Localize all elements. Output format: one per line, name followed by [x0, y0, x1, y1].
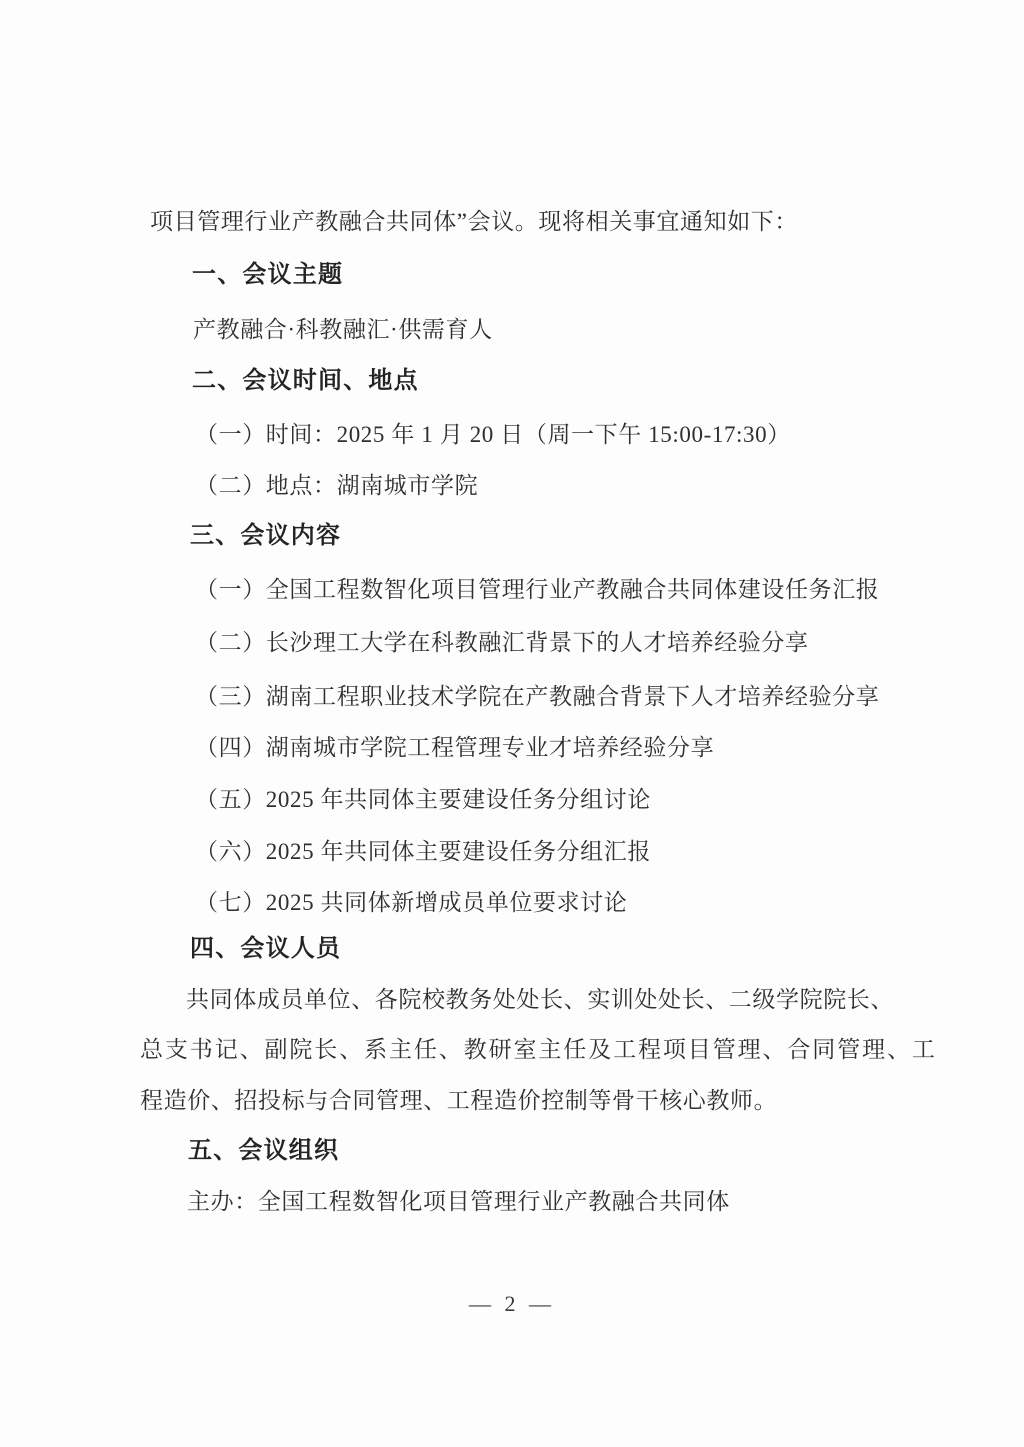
agenda-item-5: （五）2025 年共同体主要建设任务分组讨论 — [195, 787, 651, 812]
organizer-line: 主办：全国工程数智化项目管理行业产教融合共同体 — [187, 1189, 730, 1214]
meeting-theme-text: 产教融合·科教融汇·供需育人 — [193, 317, 493, 342]
agenda-item-3: （三）湖南工程职业技术学院在产教融合背景下人才培养经验分享 — [195, 684, 880, 709]
attendees-paragraph-line-2: 总支书记、副院长、系主任、教研室主任及工程项目管理、合同管理、工 — [140, 1037, 937, 1062]
meeting-time: （一）时间：2025 年 1 月 20 日（周一下午 15:00-17:30） — [195, 422, 791, 447]
attendees-paragraph-line-3: 程造价、招投标与合同管理、工程造价控制等骨干核心教师。 — [140, 1088, 778, 1113]
heading-meeting-theme: 一、会议主题 — [192, 261, 344, 288]
attendees-paragraph-line-1: 共同体成员单位、各院校教务处处长、实训处处长、二级学院院长、 — [186, 987, 894, 1012]
heading-organization: 五、会议组织 — [188, 1137, 340, 1164]
meeting-location: （二）地点：湖南城市学院 — [195, 473, 479, 498]
agenda-item-7: （七）2025 共同体新增成员单位要求讨论 — [195, 890, 628, 915]
intro-paragraph-continuation: 项目管理行业产教融合共同体”会议。现将相关事宜通知如下： — [150, 209, 799, 234]
agenda-item-2: （二）长沙理工大学在科教融汇背景下的人才培养经验分享 — [195, 630, 809, 655]
heading-meeting-content: 三、会议内容 — [190, 522, 342, 549]
page-number: — 2 — — [469, 1291, 555, 1316]
agenda-item-6: （六）2025 年共同体主要建设任务分组汇报 — [195, 839, 651, 864]
heading-time-location: 二、会议时间、地点 — [192, 367, 419, 394]
agenda-item-4: （四）湖南城市学院工程管理专业才培养经验分享 — [195, 735, 715, 760]
agenda-item-1: （一）全国工程数智化项目管理行业产教融合共同体建设任务汇报 — [195, 577, 880, 602]
heading-attendees: 四、会议人员 — [190, 935, 342, 962]
